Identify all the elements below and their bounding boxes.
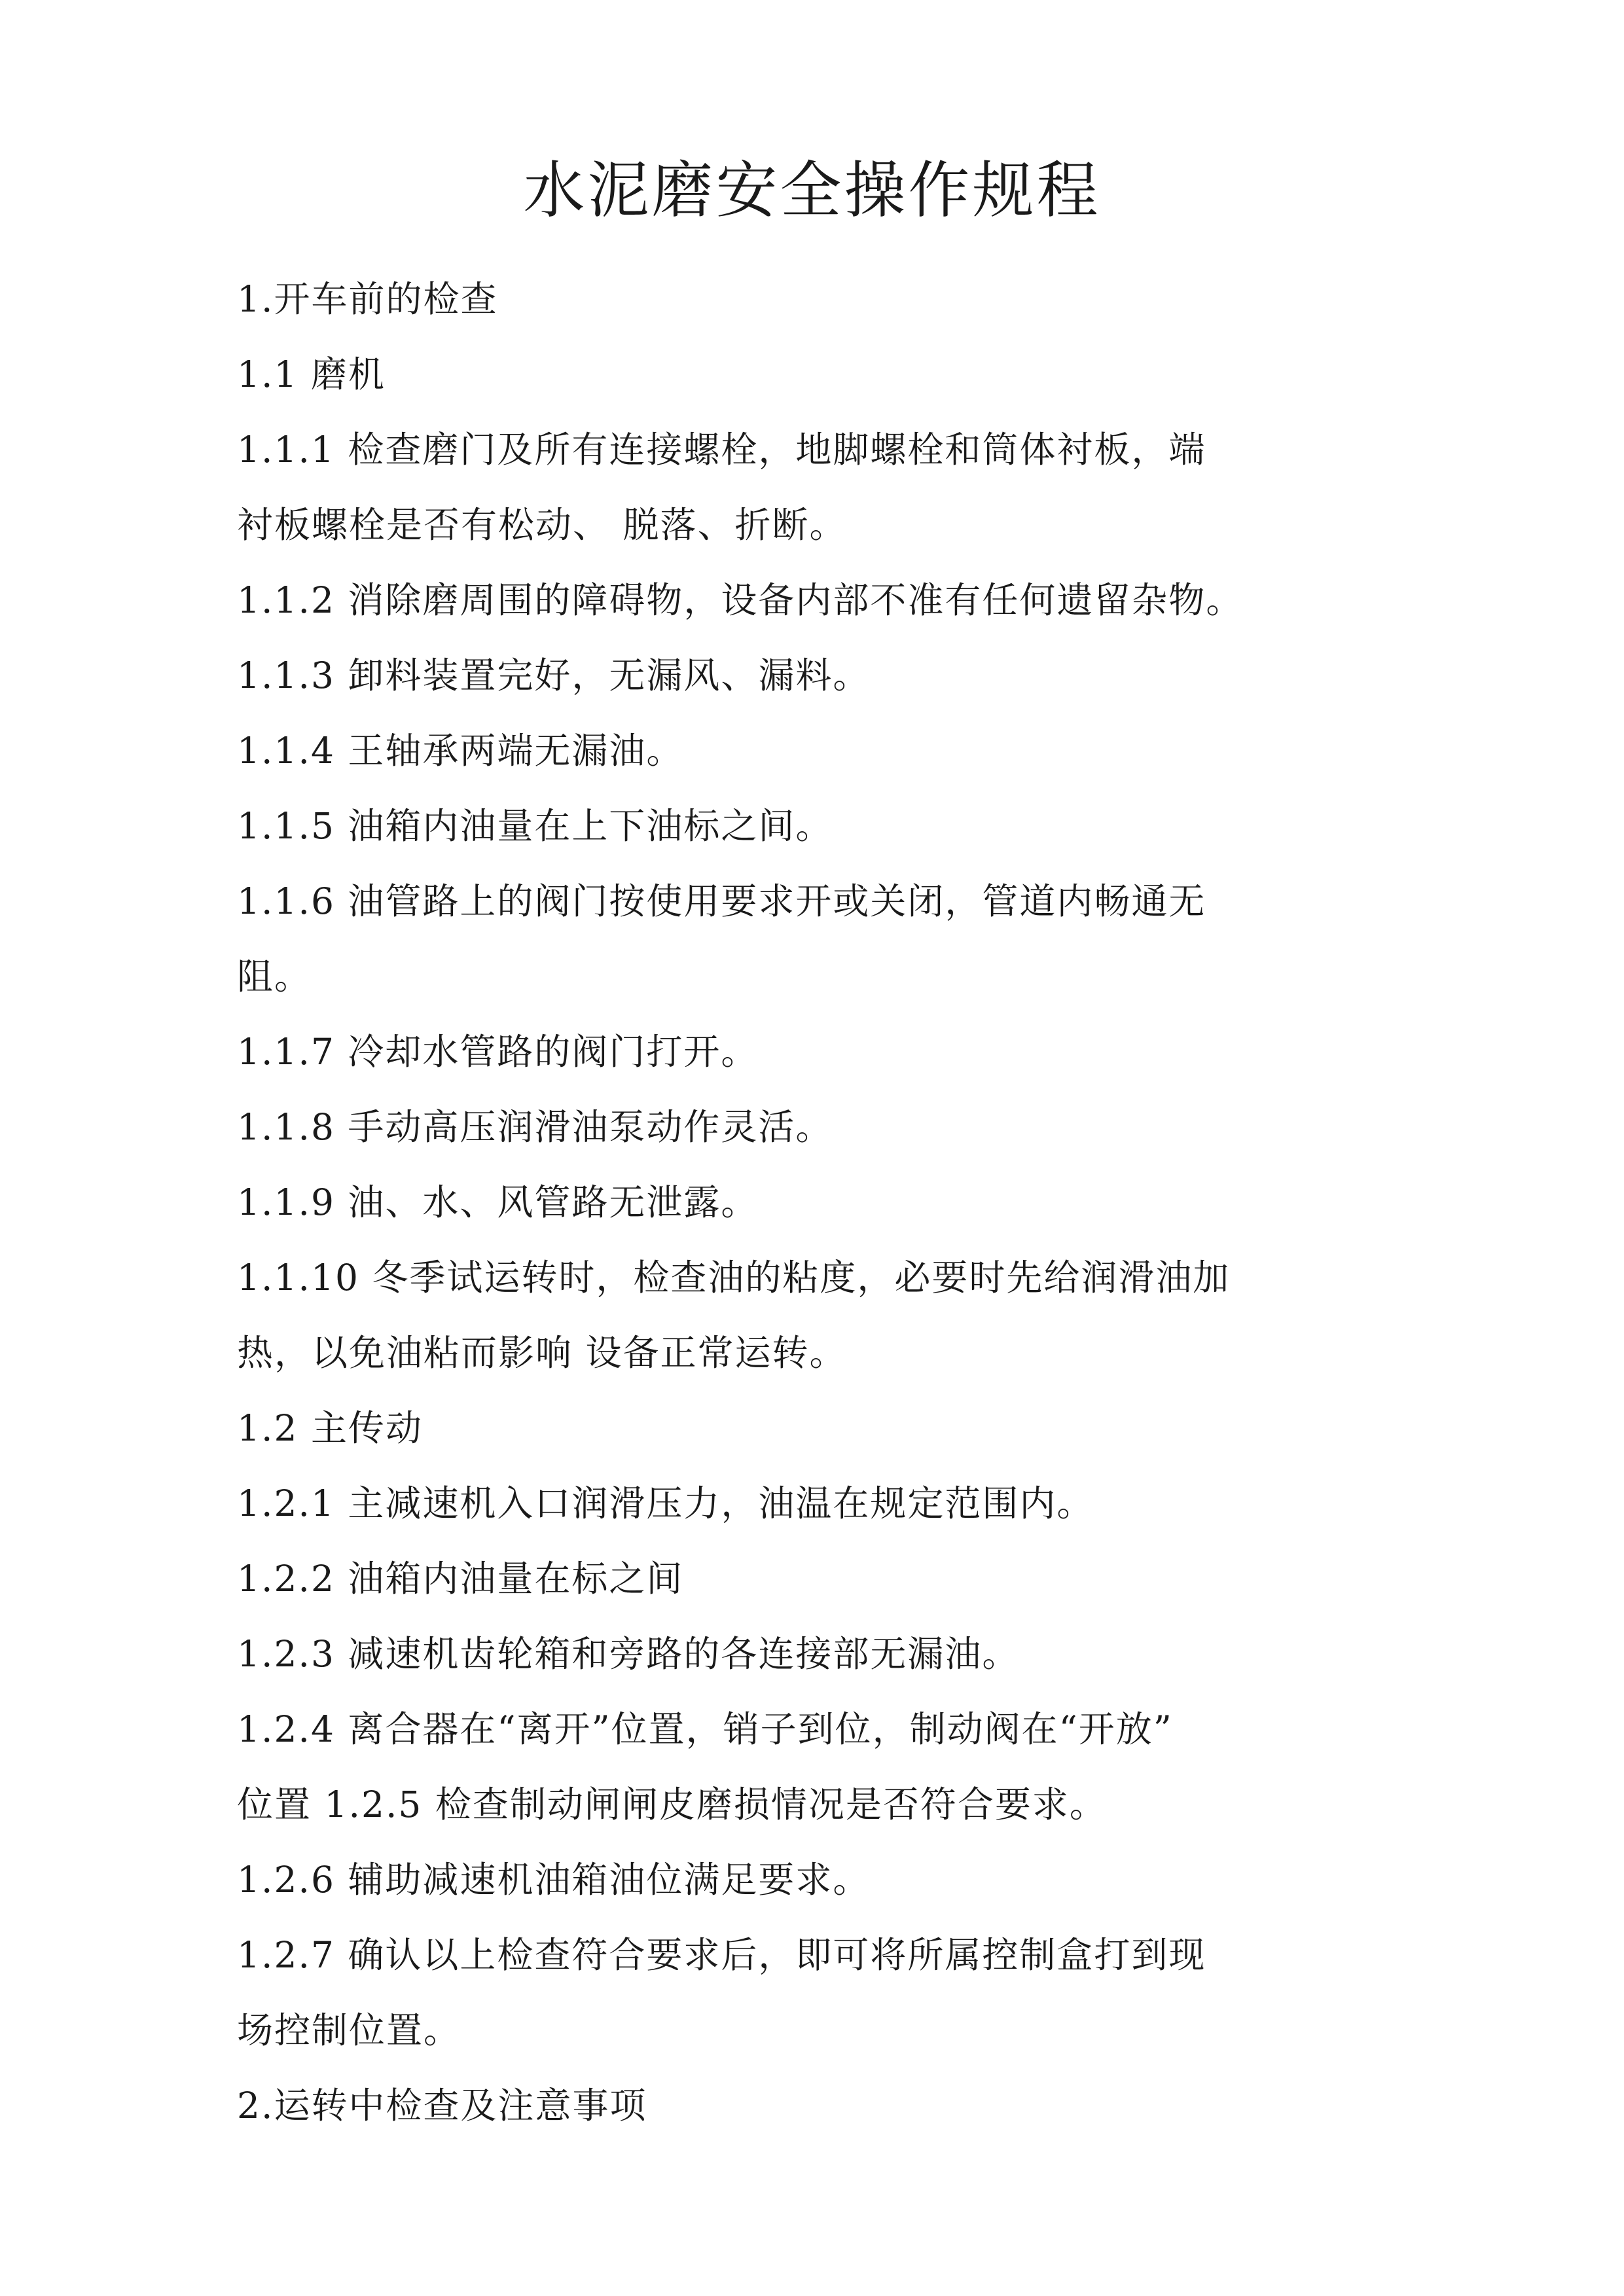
paragraph-line: 1.1.7 冷却水管路的阀门打开。	[237, 1031, 759, 1073]
subsection-heading: 1.2 主传动	[237, 1407, 423, 1449]
paragraph-line: 场控制位置。	[237, 2009, 461, 2051]
paragraph-line: 1.1.1 检查磨门及所有连接螺栓，地脚螺栓和筒体衬板，端	[237, 429, 1206, 471]
paragraph-line: 阻。	[237, 956, 312, 997]
paragraph-line: 1.1.8 手动高压润滑油泵动作灵活。	[237, 1106, 833, 1148]
paragraph-line: 1.1.10 冬季试运转时，检查油的粘度，必要时先给润滑油加	[237, 1257, 1231, 1299]
paragraph-line: 位置 1.2.5 检查制动闸闸皮磨损情况是否符合要求。	[237, 1784, 1107, 1825]
paragraph-line: 1.1.6 油管路上的阀门按使用要求开或关闭，管道内畅通无	[237, 880, 1206, 922]
paragraph-line: 1.2.7 确认以上检查符合要求后，即可将所属控制盒打到现	[237, 1934, 1206, 1976]
paragraph-line: 衬板螺栓是否有松动、 脱落、折断。	[237, 504, 847, 546]
paragraph-line: 1.1.4 王轴承两端无漏油。	[237, 730, 684, 772]
section-heading: 1.开车前的检查	[237, 278, 498, 320]
paragraph-line: 1.1.3 卸料装置完好，无漏风、漏料。	[237, 655, 871, 696]
section-heading: 2.运转中检查及注意事项	[237, 2085, 647, 2126]
paragraph-line: 1.2.2 油箱内油量在标之间	[237, 1558, 684, 1600]
paragraph-line: 1.2.6 辅助减速机油箱油位满足要求。	[237, 1859, 871, 1901]
page-title: 水泥磨安全操作规程	[523, 155, 1101, 226]
paragraph-line: 1.2.1 主减速机入口润滑压力，油温在规定范围内。	[237, 1482, 1094, 1524]
paragraph-line: 1.1.5 油箱内油量在上下油标之间。	[237, 805, 833, 847]
paragraph-line: 1.2.4 离合器在“离开”位置，销子到位，制动阀在“开放”	[237, 1708, 1173, 1750]
subsection-heading: 1.1 磨机	[237, 353, 386, 395]
document-body	[237, 262, 1363, 2144]
paragraph-line: 1.2.3 减速机齿轮箱和旁路的各连接部无漏油。	[237, 1633, 1020, 1675]
paragraph-line: 热，以免油粘而影响 设备正常运转。	[237, 1332, 847, 1374]
paragraph-line: 1.1.9 油、水、风管路无泄露。	[237, 1181, 759, 1223]
paragraph-line: 1.1.2 消除磨周围的障碍物，设备内部不准有任何遗留杂物。	[237, 579, 1244, 621]
